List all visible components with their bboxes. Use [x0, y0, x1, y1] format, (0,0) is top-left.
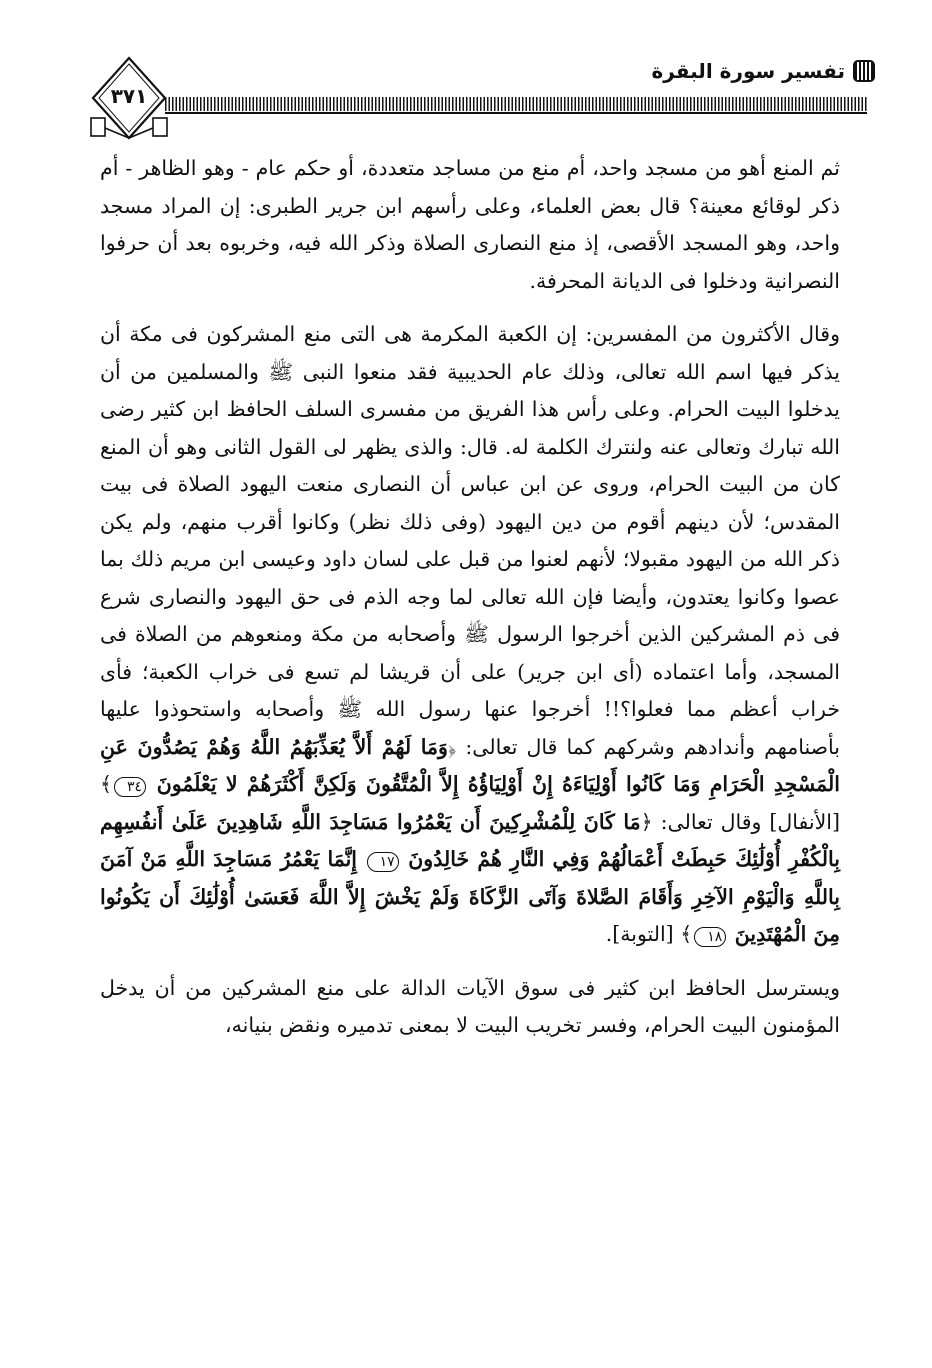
verse-open-bracket: ﴿ — [447, 734, 457, 759]
surah-reference-anfal: [الأنفال] — [769, 809, 840, 834]
header-rule-line — [165, 112, 867, 114]
quran-verse-anfal-34: وَمَا لَهُمْ أَلاَّ يُعَذِّبَهُمُ اللَّهُ وَهُمْ يَصُدُّونَ عَنِ الْمَسْجِدِ الْحَرَامِ وَمَا كَانُوا أَوْلِيَاءَهُ إِنْ أَوْلِيَاؤُهُ إِلاَّ الْمُتَّقُونَ وَلَكِنَّ أَكْثَرَهُمْ لا يَعْلَمُونَ — [100, 734, 840, 796]
paragraph-2 — [100, 316, 840, 954]
quran-verse-tawbah-18: إِنَّمَا يَعْمُرُ مَسَاجِدَ اللَّهِ مَنْ آمَنَ بِاللَّهِ وَالْيَوْمِ الآخِرِ وَأَقَامَ الصَّلاةَ وَآتَى الزَّكَاةَ وَلَمْ يَخْشَ إِلاَّ اللَّهَ فَعَسَىٰ أُوْلَٰئِكَ أَن يَكُونُوا مِنَ الْمُهْتَدِينَ — [100, 847, 840, 946]
ayah-number-18: ١٨ — [694, 927, 726, 947]
verse-close-bracket: ﴾ — [100, 772, 113, 796]
surah-reference-tawbah: [التوبة]. — [605, 922, 674, 946]
page-number: ٣٧١ — [110, 84, 148, 108]
page-header — [85, 50, 875, 145]
transition-text: وقال تعالى: — [660, 809, 762, 834]
page-number-badge — [87, 52, 171, 144]
ayah-number-34: ٣٤ — [114, 777, 146, 797]
ayah-number-17: ١٧ — [367, 852, 399, 872]
paragraph-3: ويسترسل الحافظ ابن كثير فى سوق الآيات الدالة على منع المشركين من أن يدخل المؤمنون البيت الحرام، وفسر تخريب البيت لا بمعنى تدميره ونقض بنيانه، — [100, 975, 840, 1037]
paragraph-1: ثم المنع أهو من مسجد واحد، أم منع من مساجد متعددة، أو حكم عام - وهو الظاهر - أم ذكر لوقائع معينة؟ قال بعض العلماء، وعلى رأسهم ابن جرير الطبرى: إن المراد مسجد واحد، وهو المسجد الأقصى، إذ منع النصارى الصلاة وذكر الله فيه، وخربوه بعد أن حرفوا النصرانية ودخلوا فى الديانة المحرفة. — [100, 156, 840, 293]
page-body — [100, 150, 840, 1061]
verse-open-bracket: ﴿ — [640, 809, 653, 834]
chapter-title: تفسير سورة البقرة — [651, 59, 845, 83]
quran-verse-tawbah-17: مَا كَانَ لِلْمُشْرِكِينَ أَن يَعْمُرُوا مَسَاجِدَ اللَّهِ شَاهِدِينَ عَلَىٰ أَنفُسِهِم بِالْكُفْرِ أُوْلَٰئِكَ حَبِطَتْ أَعْمَالُهُمْ وَفِي النَّارِ هُمْ خَالِدُونَ — [100, 809, 840, 871]
ornament-icon — [853, 60, 875, 82]
verse-close-bracket: ﴾ — [680, 922, 693, 946]
header-rule — [165, 97, 867, 111]
running-title — [495, 54, 875, 88]
paragraph-2-text: وقال الأكثرون من المفسرين: إن الكعبة المكرمة هى التى منع المشركون فى مكة أن يذكر فيها اسم الله تعالى، وذلك عام الحديبية فقد منعوا النبى ﷺ والمسلمين من أن يدخلوا البيت الحرام. وعلى رأس هذا الفريق من مفسرى السلف الحافظ ابن كثير رضى الله تبارك وتعالى عنه ولنترك الكلمة له. قال: والذى يظهر لى القول الثانى وهو أن المنع كان من البيت الحرام، وروى عن ابن عباس أن النصارى منعت اليهود الصلاة فى بيت المقدس؛ لأن دينهم أقوم من دين اليهود (وفى ذلك نظر) وكانوا أقرب منهم، ولم يكن ذكر الله من اليهود مقبولا؛ لأنهم لعنوا من قبل على لسان داود وعيسى ابن مريم ذلك بما عصوا وكانوا يعتدون، وأيضا فإن الله تعالى لما وجه الذم فى حق اليهود والنصارى شرع فى ذم المشركين الذين أخرجوا الرسول ﷺ وأصحابه من مكة ومنعوهم من الصلاة فى المسجد، وأما اعتماده (أى ابن جرير) على أن قريشا لم تسع فى خراب الكعبة؛ فأى خراب أعظم مما فعلوا؟!! أخرجوا عنها رسول الله ﷺ وأصحابه واستحوذوا عليها بأصنامهم وأندادهم وشركهم كما قال تعالى: — [100, 322, 840, 759]
